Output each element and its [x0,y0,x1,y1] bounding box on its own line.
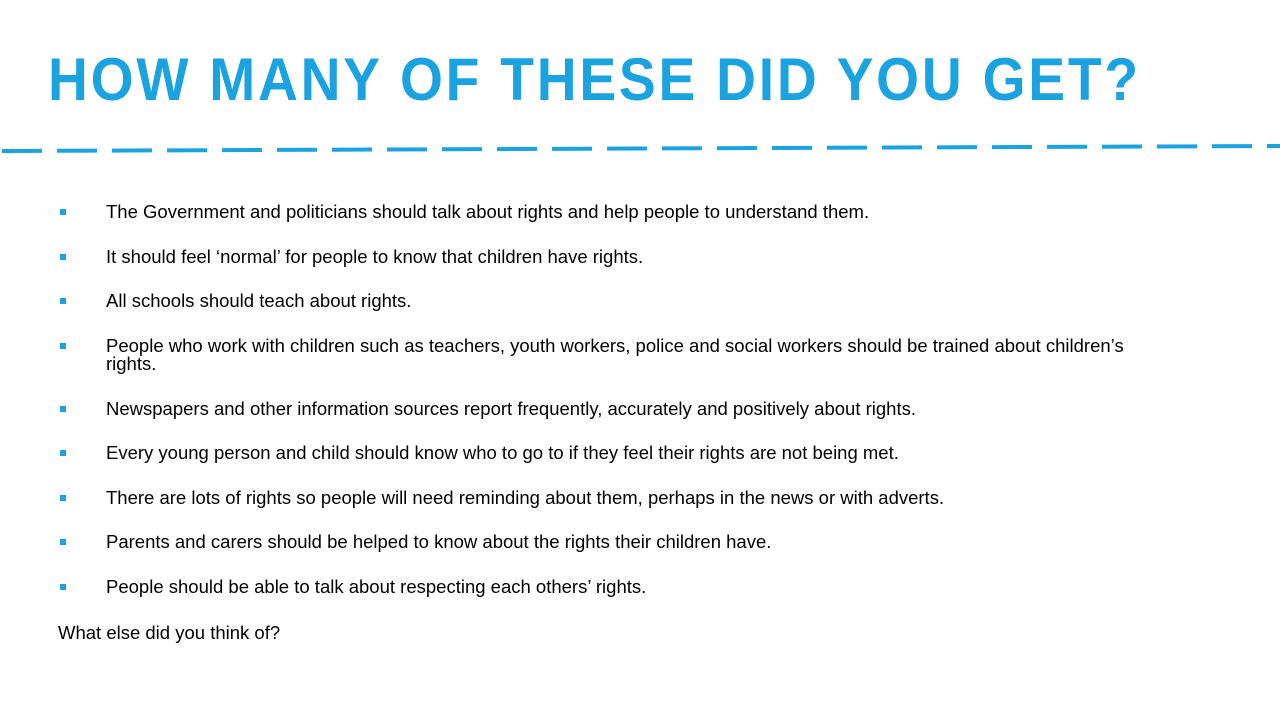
list-item [58,245,1148,267]
dashed-divider [0,138,1280,158]
bullet-text: There are lots of rights so people will need reminding about them, perhaps in the news or with adverts. [106,486,945,508]
bullet-text: Newspapers and other information sources report frequently, accurately and positively about rights. [106,397,916,419]
list-item [58,533,1148,551]
list-item [58,334,1148,374]
closing-question: What else did you think of? [58,622,281,643]
square-bullet-icon [60,298,66,304]
bullet-text: Every young person and child should know who to go to if they feel their rights are not being met. [106,442,899,463]
bullet-list [58,203,1148,622]
square-bullet-icon [60,539,66,545]
bullet-text: It should feel ‘normal’ for people to know that children have rights. [106,245,644,267]
square-bullet-icon [60,406,66,412]
bullet-text: People should be able to talk about respecting each others’ rights. [106,575,647,597]
list-item [58,397,1148,419]
list-item [58,203,1148,221]
square-bullet-icon [60,584,66,590]
square-bullet-icon [60,495,66,501]
square-bullet-icon [60,450,66,456]
square-bullet-icon [60,343,66,349]
list-item [58,486,1148,508]
bullet-text: People who work with children such as teachers, youth workers, police and social workers should be trained about children’s rights. [106,334,1124,374]
bullet-text: Parents and carers should be helped to know about the rights their children have. [106,531,772,552]
square-bullet-icon [60,254,66,260]
bullet-text: The Government and politicians should talk about rights and help people to understand them. [106,201,870,222]
square-bullet-icon [60,209,66,215]
bullet-text: All schools should teach about rights. [106,290,412,311]
slide-title: HOW MANY OF THESE DID YOU GET? [48,46,1141,113]
list-item [58,292,1148,310]
list-item [58,575,1148,597]
list-item [58,444,1148,462]
